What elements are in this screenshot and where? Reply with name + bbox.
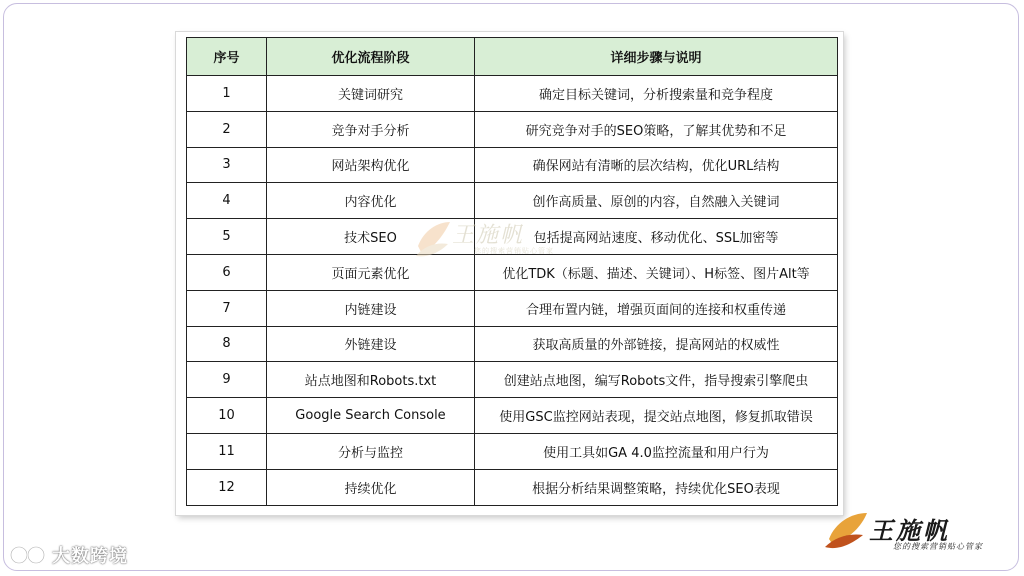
table-row (187, 362, 838, 398)
row-number: 9 (187, 362, 267, 398)
row-stage: 内容优化 (267, 183, 475, 219)
row-detail: 合理布置内链，增强页面间的连接和权重传递 (475, 290, 838, 326)
table-row (187, 290, 838, 326)
row-number: 4 (187, 183, 267, 219)
brand-name: 王施帆 (869, 516, 950, 545)
row-number: 11 (187, 433, 267, 469)
table-row (187, 398, 838, 434)
row-detail: 创作高质量、原创的内容，自然融入关键词 (475, 183, 838, 219)
table-row (187, 183, 838, 219)
brand-logo (823, 509, 1013, 554)
table-row (187, 469, 838, 505)
watermark-name: 王施帆 (452, 223, 525, 248)
table-row (187, 76, 838, 112)
row-stage: 关键词研究 (267, 76, 475, 112)
row-number: 5 (187, 219, 267, 255)
chat-bubble-icon (8, 544, 48, 566)
row-stage: 内链建设 (267, 290, 475, 326)
row-stage: Google Search Console (267, 398, 475, 434)
row-detail: 优化TDK（标题、描述、关键词）、H标签、图片Alt等 (475, 254, 838, 290)
row-stage: 网站架构优化 (267, 147, 475, 183)
row-number: 3 (187, 147, 267, 183)
brand-leaf-icon (823, 509, 869, 551)
header-number: 序号 (187, 38, 267, 76)
row-stage: 分析与监控 (267, 433, 475, 469)
row-stage: 竞争对手分析 (267, 111, 475, 147)
corner-watermark (8, 542, 128, 568)
table-header-row (187, 38, 838, 76)
row-number: 1 (187, 76, 267, 112)
table-row (187, 111, 838, 147)
row-number: 12 (187, 469, 267, 505)
corner-watermark-text: 大数跨境 (52, 546, 128, 567)
table-row (187, 219, 838, 255)
row-number: 8 (187, 326, 267, 362)
row-stage: 技术SEO (267, 219, 475, 255)
brand-slogan: 您的搜索营销贴心管家 (893, 542, 983, 551)
table-row (187, 433, 838, 469)
seo-steps-table (186, 37, 838, 506)
row-stage: 站点地图和Robots.txt (267, 362, 475, 398)
row-detail: 创建站点地图，编写Robots文件，指导搜索引擎爬虫 (475, 362, 838, 398)
row-detail: 获取高质量的外部链接，提高网站的权威性 (475, 326, 838, 362)
row-detail: 确保网站有清晰的层次结构，优化URL结构 (475, 147, 838, 183)
row-stage: 页面元素优化 (267, 254, 475, 290)
table-row (187, 326, 838, 362)
row-number: 2 (187, 111, 267, 147)
row-number: 10 (187, 398, 267, 434)
table-row (187, 147, 838, 183)
row-stage: 持续优化 (267, 469, 475, 505)
row-detail: 包括提高网站速度、移动优化、SSL加密等 (475, 219, 838, 255)
header-stage: 优化流程阶段 (267, 38, 475, 76)
header-detail: 详细步骤与说明 (475, 38, 838, 76)
row-detail: 根据分析结果调整策略，持续优化SEO表现 (475, 469, 838, 505)
table-row (187, 254, 838, 290)
row-detail: 研究竞争对手的SEO策略，了解其优势和不足 (475, 111, 838, 147)
row-detail: 使用工具如GA 4.0监控流量和用户行为 (475, 433, 838, 469)
row-number: 7 (187, 290, 267, 326)
row-stage: 外链建设 (267, 326, 475, 362)
row-number: 6 (187, 254, 267, 290)
watermark-slogan: 您的搜索营销贴心管家 (474, 247, 554, 255)
row-detail: 确定目标关键词，分析搜索量和竞争程度 (475, 76, 838, 112)
row-detail: 使用GSC监控网站表现，提交站点地图，修复抓取错误 (475, 398, 838, 434)
